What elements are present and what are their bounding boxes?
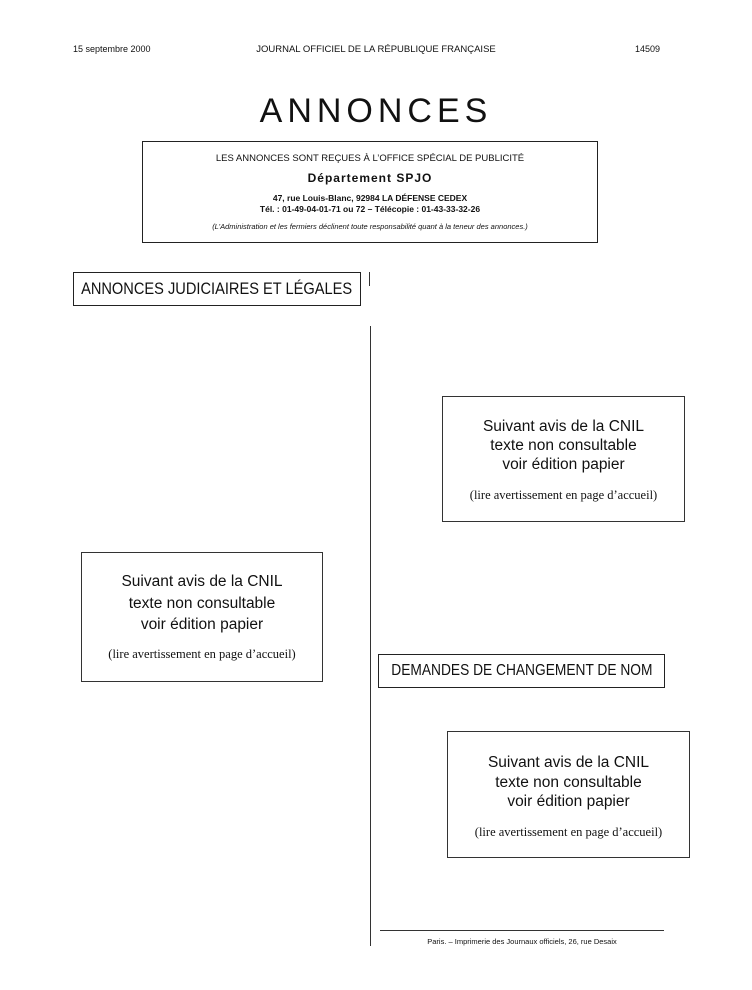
info-disclaimer: (L’Administration et les fermiers déclinent toute responsabilité quant à la teneur des annonces.): [212, 222, 528, 231]
cnil-notice-line1: Suivant avis de la CNIL: [487, 754, 650, 771]
section-heading-label: DEMANDES DE CHANGEMENT DE NOM: [390, 662, 653, 679]
cnil-notice-warning: (lire avertissement en page d’accueil): [469, 488, 658, 502]
cnil-notice-line3: voir édition papier: [140, 616, 264, 633]
cnil-notice-warning: (lire avertissement en page d’accueil): [474, 825, 663, 839]
cnil-notice-box: [447, 731, 690, 858]
page-title: ANNONCES: [259, 92, 493, 130]
cnil-notice-line2: texte non consultable: [128, 595, 276, 612]
header-page-number: 14509: [634, 44, 660, 54]
section-heading-changement-nom: [378, 654, 665, 688]
cnil-notice-line3: voir édition papier: [502, 456, 625, 473]
info-address: 47, rue Louis-Blanc, 92984 LA DÉFENSE CEDEX: [272, 193, 468, 203]
column-divider: [370, 326, 371, 946]
info-phone-fax: Tél. : 01-49-04-01-71 ou 72 – Télécopie : 01-43-33-32-26: [259, 204, 481, 214]
cnil-notice-box: [442, 396, 685, 522]
info-reception-line: LES ANNONCES SONT REÇUES À L’OFFICE SPÉCIAL DE PUBLICITÉ: [215, 153, 525, 164]
cnil-notice-line1: Suivant avis de la CNIL: [482, 418, 645, 435]
header-date: 15 septembre 2000: [73, 44, 151, 54]
info-department: Département SPJO: [307, 171, 433, 185]
footer-rule: [380, 930, 664, 931]
cnil-notice-line1: Suivant avis de la CNIL: [121, 573, 283, 590]
column-divider-top: [369, 272, 370, 286]
section-heading-judiciaires: [73, 272, 361, 306]
cnil-notice-line3: voir édition papier: [507, 793, 630, 810]
cnil-notice-line2: texte non consultable: [495, 774, 642, 791]
info-box: [142, 141, 598, 243]
printer-footer: Paris. – Imprimerie des Journaux officiels, 26, rue Desaix: [427, 937, 617, 946]
cnil-notice-box: [81, 552, 323, 682]
cnil-notice-line2: texte non consultable: [490, 437, 637, 454]
section-heading-label: ANNONCES JUDICIAIRES ET LÉGALES: [81, 279, 353, 298]
header-journal-title: JOURNAL OFFICIEL DE LA RÉPUBLIQUE FRANÇAISE: [256, 44, 496, 55]
cnil-notice-warning: (lire avertissement en page d’accueil): [108, 647, 296, 661]
